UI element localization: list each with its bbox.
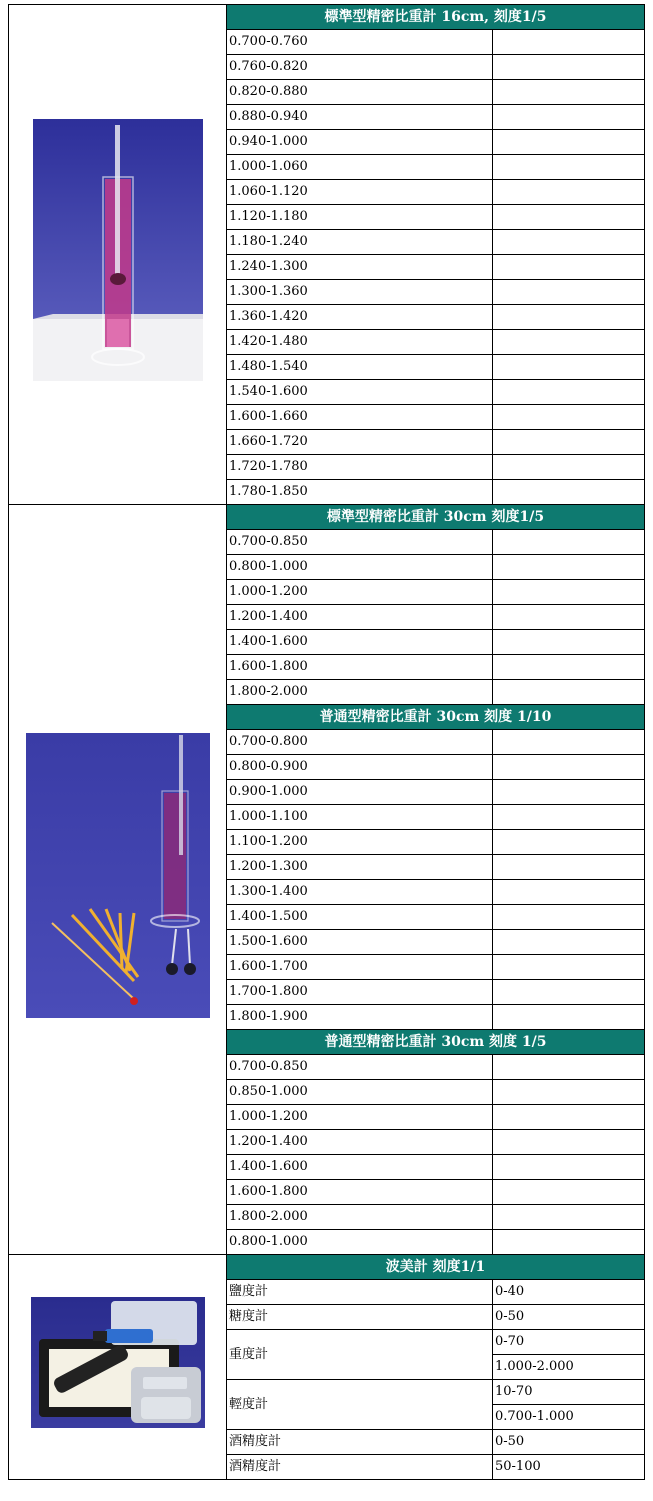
range-cell: 1.780-1.850 xyxy=(227,480,493,505)
hydrometer-pink-cylinder-photo xyxy=(33,119,203,381)
product-photo-cell xyxy=(9,1255,227,1480)
group-title: 普通型精密比重計 30cm 刻度 1/10 xyxy=(227,705,645,730)
value-cell xyxy=(493,605,645,630)
value-cell xyxy=(493,130,645,155)
range-cell: 0.700-0.800 xyxy=(227,730,493,755)
value-cell xyxy=(493,305,645,330)
range-cell: 1.800-2.000 xyxy=(227,1205,493,1230)
value-cell xyxy=(493,1005,645,1030)
value-cell xyxy=(493,880,645,905)
value-cell xyxy=(493,455,645,480)
product-photo-cell xyxy=(9,505,227,1255)
value-cell xyxy=(493,80,645,105)
group-title: 波美計 刻度1/1 xyxy=(227,1255,645,1280)
range-cell: 1.000-1.200 xyxy=(227,1105,493,1130)
range-cell: 鹽度計 xyxy=(227,1280,493,1305)
range-cell: 1.600-1.660 xyxy=(227,405,493,430)
value-cell xyxy=(493,480,645,505)
range-cell: 1.660-1.720 xyxy=(227,430,493,455)
value-cell xyxy=(493,905,645,930)
group-header-row xyxy=(9,1255,645,1280)
range-cell: 1.600-1.800 xyxy=(227,655,493,680)
range-cell: 1.600-1.800 xyxy=(227,1180,493,1205)
value-cell xyxy=(493,1055,645,1080)
value-cell xyxy=(493,1205,645,1230)
value-cell: 1.000-2.000 xyxy=(493,1355,645,1380)
range-cell: 0.800-0.900 xyxy=(227,755,493,780)
range-cell: 1.800-1.900 xyxy=(227,1005,493,1030)
range-cell: 糖度計 xyxy=(227,1305,493,1330)
range-cell: 0.900-1.000 xyxy=(227,780,493,805)
range-cell: 1.120-1.180 xyxy=(227,205,493,230)
value-cell xyxy=(493,980,645,1005)
product-photo-cell xyxy=(9,5,227,505)
range-cell: 0.820-0.880 xyxy=(227,80,493,105)
range-cell: 1.540-1.600 xyxy=(227,380,493,405)
value-cell xyxy=(493,1130,645,1155)
value-cell xyxy=(493,755,645,780)
hydrometer-spec-table xyxy=(8,4,645,1480)
range-cell: 1.100-1.200 xyxy=(227,830,493,855)
value-cell xyxy=(493,355,645,380)
range-cell: 1.200-1.400 xyxy=(227,1130,493,1155)
group-header-row xyxy=(9,505,645,530)
range-cell: 1.000-1.200 xyxy=(227,580,493,605)
range-cell: 1.480-1.540 xyxy=(227,355,493,380)
range-cell: 1.400-1.600 xyxy=(227,630,493,655)
value-cell xyxy=(493,155,645,180)
range-cell: 0.700-0.850 xyxy=(227,530,493,555)
range-cell: 1.420-1.480 xyxy=(227,330,493,355)
value-cell: 0-50 xyxy=(493,1305,645,1330)
group-title: 普通型精密比重計 30cm 刻度 1/5 xyxy=(227,1030,645,1055)
value-cell xyxy=(493,580,645,605)
range-cell: 1.000-1.100 xyxy=(227,805,493,830)
range-cell: 1.060-1.120 xyxy=(227,180,493,205)
value-cell: 50-100 xyxy=(493,1455,645,1480)
value-cell xyxy=(493,105,645,130)
range-cell: 1.400-1.600 xyxy=(227,1155,493,1180)
range-cell: 1.700-1.800 xyxy=(227,980,493,1005)
range-cell: 1.400-1.500 xyxy=(227,905,493,930)
value-cell xyxy=(493,30,645,55)
value-cell xyxy=(493,530,645,555)
value-cell xyxy=(493,680,645,705)
value-cell xyxy=(493,405,645,430)
value-cell xyxy=(493,630,645,655)
range-cell: 1.300-1.360 xyxy=(227,280,493,305)
value-cell xyxy=(493,180,645,205)
value-cell xyxy=(493,830,645,855)
range-cell: 酒精度計 xyxy=(227,1455,493,1480)
value-cell xyxy=(493,1155,645,1180)
value-cell xyxy=(493,330,645,355)
value-cell xyxy=(493,1180,645,1205)
range-cell: 1.600-1.700 xyxy=(227,955,493,980)
group-title: 標準型精密比重計 16cm, 刻度1/5 xyxy=(227,5,645,30)
value-cell xyxy=(493,805,645,830)
range-cell: 1.240-1.300 xyxy=(227,255,493,280)
range-cell: 1.200-1.300 xyxy=(227,855,493,880)
value-cell xyxy=(493,1105,645,1130)
value-cell: 0-70 xyxy=(493,1330,645,1355)
range-cell: 0.850-1.000 xyxy=(227,1080,493,1105)
value-cell xyxy=(493,230,645,255)
value-cell xyxy=(493,930,645,955)
value-cell xyxy=(493,780,645,805)
value-cell xyxy=(493,1230,645,1255)
range-cell: 重度計 xyxy=(227,1330,493,1380)
range-cell: 0.700-0.850 xyxy=(227,1055,493,1080)
value-cell xyxy=(493,955,645,980)
value-cell xyxy=(493,730,645,755)
range-cell: 0.800-1.000 xyxy=(227,555,493,580)
range-cell: 1.500-1.600 xyxy=(227,930,493,955)
hydrometer-set-with-thermometers-photo xyxy=(26,733,210,1018)
range-cell: 1.800-2.000 xyxy=(227,680,493,705)
value-cell xyxy=(493,380,645,405)
range-cell: 酒精度計 xyxy=(227,1430,493,1455)
range-cell: 0.800-1.000 xyxy=(227,1230,493,1255)
range-cell: 輕度計 xyxy=(227,1380,493,1430)
value-cell: 10-70 xyxy=(493,1380,645,1405)
value-cell: 0-50 xyxy=(493,1430,645,1455)
value-cell: 0.700-1.000 xyxy=(493,1405,645,1430)
value-cell xyxy=(493,255,645,280)
range-cell: 1.180-1.240 xyxy=(227,230,493,255)
value-cell xyxy=(493,280,645,305)
range-cell: 1.200-1.400 xyxy=(227,605,493,630)
range-cell: 0.760-0.820 xyxy=(227,55,493,80)
value-cell xyxy=(493,430,645,455)
value-cell xyxy=(493,655,645,680)
group-title: 標準型精密比重計 30cm 刻度1/5 xyxy=(227,505,645,530)
value-cell xyxy=(493,55,645,80)
range-cell: 1.720-1.780 xyxy=(227,455,493,480)
range-cell: 0.880-0.940 xyxy=(227,105,493,130)
range-cell: 1.000-1.060 xyxy=(227,155,493,180)
range-cell: 0.700-0.760 xyxy=(227,30,493,55)
value-cell: 0-40 xyxy=(493,1280,645,1305)
range-cell: 0.940-1.000 xyxy=(227,130,493,155)
refractometer-kit-in-case-photo xyxy=(31,1297,205,1428)
range-cell: 1.300-1.400 xyxy=(227,880,493,905)
value-cell xyxy=(493,1080,645,1105)
value-cell xyxy=(493,855,645,880)
value-cell xyxy=(493,555,645,580)
value-cell xyxy=(493,205,645,230)
range-cell: 1.360-1.420 xyxy=(227,305,493,330)
group-header-row xyxy=(9,5,645,30)
